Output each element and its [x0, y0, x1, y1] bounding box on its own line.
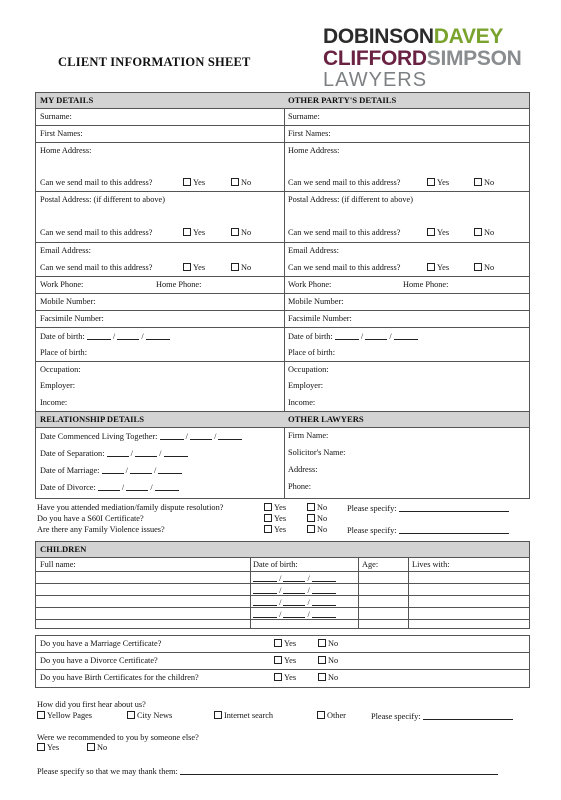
checkbox-icon[interactable]: [264, 514, 272, 522]
no-label: No: [97, 743, 108, 752]
marriage-cert-question: Do you have a Marriage Certificate?: [40, 639, 162, 648]
thank-label: Please specify so that we may thank them:: [37, 767, 178, 776]
my-details-heading: MY DETAILS: [40, 95, 94, 105]
email-label[interactable]: Email Address:: [40, 246, 91, 255]
checkbox-icon[interactable]: [318, 656, 326, 664]
divorce-cert-question: Do you have a Divorce Certificate?: [40, 656, 158, 665]
details-grid: MY DETAILS OTHER PARTY'S DETAILS Surname: Surname: First Names: First Names: Home Address: Home Address: Can we send mail to this address? Yes No Can we send mail to this address? Yes No Postal Address: (if different to above) Postal Address: (if different to above) Can we send mail to this address? Yes No Can we send mail to this address? Yes No Email Address: Email Address: Can we send mail to this address? Yes No Can we send mail to this address? Yes No Work Phone: Home Phone: Work Phone: Home Phone: Mobile Number: Mobile Number: Facsimile Number: Facsimile Number: Date of birth: / / Date of birth: / / Place of birth: Place of birth: Occupation: Occupation: Employer: Employer: Income: Income:: [35, 92, 530, 414]
checkbox-icon[interactable]: [127, 711, 135, 719]
checkbox-icon[interactable]: [317, 711, 325, 719]
other-dob-label: Date of birth:: [288, 332, 333, 341]
no-label: No: [328, 673, 339, 682]
yes-label: Yes: [437, 263, 450, 272]
checkbox-icon[interactable]: [183, 228, 191, 236]
referral-block: [37, 700, 527, 785]
first-names-label[interactable]: First Names:: [40, 129, 83, 138]
table-row[interactable]: / /: [36, 572, 529, 584]
other-first-names-label[interactable]: First Names:: [288, 129, 331, 138]
yes-label: Yes: [284, 656, 297, 665]
mail-question: Can we send mail to this address?: [288, 263, 401, 272]
other-postal-address-label[interactable]: Postal Address: (if different to above): [288, 195, 413, 204]
table-row[interactable]: / /: [36, 584, 529, 596]
checkbox-icon[interactable]: [474, 228, 482, 236]
no-label: No: [317, 514, 328, 523]
no-label: No: [241, 263, 252, 272]
checkbox-icon[interactable]: [427, 178, 435, 186]
specify-field[interactable]: [399, 503, 509, 512]
s60i-question: Do you have a S60I Certificate?: [37, 514, 144, 523]
questions-block: [37, 503, 527, 537]
other-employer-label[interactable]: Employer:: [288, 381, 324, 390]
home-address-label[interactable]: Home Address:: [40, 146, 92, 155]
other-lawyers-heading: OTHER LAWYERS: [288, 414, 364, 424]
surname-label[interactable]: Surname:: [40, 112, 72, 121]
checkbox-icon[interactable]: [264, 503, 272, 511]
marriage-label: Date of Marriage:: [40, 466, 100, 475]
occupation-label[interactable]: Occupation:: [40, 365, 81, 374]
no-label: No: [484, 178, 495, 187]
other-home-address-label[interactable]: Home Address:: [288, 146, 340, 155]
checkbox-icon[interactable]: [427, 228, 435, 236]
income-label[interactable]: Income:: [40, 398, 68, 407]
no-label: No: [328, 656, 339, 665]
checkbox-icon[interactable]: [231, 263, 239, 271]
checkbox-icon[interactable]: [37, 743, 45, 751]
mail-question: Can we send mail to this address?: [288, 178, 401, 187]
logo-word-simpson: SIMPSON: [426, 47, 522, 70]
hear-question: How did you first hear about us?: [37, 700, 146, 709]
specify-field[interactable]: [423, 711, 513, 720]
please-specify-label: Please specify:: [371, 712, 421, 721]
yes-label: Yes: [284, 673, 297, 682]
relationship-heading: RELATIONSHIP DETAILS: [40, 414, 145, 424]
please-specify-label: Please specify:: [347, 526, 397, 535]
details-header-row: [36, 93, 529, 109]
yes-label: Yes: [193, 228, 206, 237]
checkbox-icon[interactable]: [274, 673, 282, 681]
birth-cert-question: Do you have Birth Certificates for the children?: [40, 673, 199, 682]
checkbox-icon[interactable]: [318, 639, 326, 647]
lawyer-address-label[interactable]: Address:: [288, 465, 318, 474]
other-work-phone-label[interactable]: Work Phone:: [288, 280, 332, 289]
logo-word-dobinson: DOBINSON: [323, 25, 434, 48]
checkbox-icon[interactable]: [264, 525, 272, 533]
option-city-news: City News: [137, 711, 173, 720]
commenced-label: Date Commenced Living Together:: [40, 432, 158, 441]
other-email-label[interactable]: Email Address:: [288, 246, 339, 255]
mediation-question: Have you attended mediation/family dispute resolution?: [37, 503, 224, 512]
no-label: No: [317, 525, 328, 534]
home-phone-label[interactable]: Home Phone:: [156, 280, 202, 289]
no-label: No: [241, 178, 252, 187]
page-title: CLIENT INFORMATION SHEET: [58, 55, 251, 69]
yes-label: Yes: [274, 525, 287, 534]
mobile-label[interactable]: Mobile Number:: [40, 297, 96, 306]
mail-question: Can we send mail to this address?: [40, 178, 153, 187]
other-occupation-label[interactable]: Occupation:: [288, 365, 329, 374]
specify-field[interactable]: [399, 525, 509, 534]
please-specify-label: Please specify:: [347, 504, 397, 513]
divorce-label: Date of Divorce:: [40, 483, 96, 492]
solicitor-name-label[interactable]: Solicitor's Name:: [288, 448, 346, 457]
work-phone-label[interactable]: Work Phone:: [40, 280, 84, 289]
checkbox-icon[interactable]: [307, 525, 315, 533]
checkbox-icon[interactable]: [474, 263, 482, 271]
mail-question: Can we send mail to this address?: [288, 228, 401, 237]
logo-word-davey: DAVEY: [433, 25, 504, 48]
no-label: No: [241, 228, 252, 237]
thank-field[interactable]: [180, 766, 498, 775]
col-age: Age:: [362, 560, 379, 569]
no-label: No: [317, 503, 328, 512]
yes-label: Yes: [193, 178, 206, 187]
violence-question: Are there any Family Violence issues?: [37, 525, 165, 534]
checkbox-icon[interactable]: [307, 514, 315, 522]
postal-address-label[interactable]: Postal Address: (if different to above): [40, 195, 165, 204]
checkbox-icon[interactable]: [183, 178, 191, 186]
pob-label[interactable]: Place of birth:: [40, 348, 88, 357]
dob-label: Date of birth:: [40, 332, 85, 341]
checkbox-icon[interactable]: [37, 711, 45, 719]
other-income-label[interactable]: Income:: [288, 398, 316, 407]
checkbox-icon[interactable]: [474, 178, 482, 186]
no-label: No: [484, 263, 495, 272]
children-table: [35, 541, 530, 629]
col-lives-with: Lives with:: [412, 560, 450, 569]
certificates-table: [35, 635, 530, 688]
yes-label: Yes: [437, 178, 450, 187]
checkbox-icon[interactable]: [307, 503, 315, 511]
option-internet-search: Internet search: [224, 711, 274, 720]
table-row[interactable]: / /: [36, 608, 529, 620]
other-party-heading: OTHER PARTY'S DETAILS: [288, 95, 397, 105]
option-yellow-pages: Yellow Pages: [47, 711, 93, 720]
no-label: No: [484, 228, 495, 237]
checkbox-icon[interactable]: [231, 178, 239, 186]
checkbox-icon[interactable]: [214, 711, 222, 719]
yes-label: Yes: [274, 503, 287, 512]
checkbox-icon[interactable]: [274, 656, 282, 664]
other-mobile-label[interactable]: Mobile Number:: [288, 297, 344, 306]
table-row[interactable]: / /: [36, 596, 529, 608]
yes-label: Yes: [274, 514, 287, 523]
yes-label: Yes: [284, 639, 297, 648]
yes-label: Yes: [193, 263, 206, 272]
other-home-phone-label[interactable]: Home Phone:: [403, 280, 449, 289]
checkbox-icon[interactable]: [318, 673, 326, 681]
children-heading: CHILDREN: [40, 544, 87, 554]
lawyer-phone-label[interactable]: Phone:: [288, 482, 312, 491]
other-pob-label[interactable]: Place of birth:: [288, 348, 336, 357]
checkbox-icon[interactable]: [274, 639, 282, 647]
checkbox-icon[interactable]: [183, 263, 191, 271]
checkbox-icon[interactable]: [231, 228, 239, 236]
firm-name-label[interactable]: Firm Name:: [288, 431, 329, 440]
yes-label: Yes: [437, 228, 450, 237]
fax-label[interactable]: Facsimile Number:: [40, 314, 104, 323]
mail-question: Can we send mail to this address?: [40, 263, 153, 272]
other-fax-label[interactable]: Facsimile Number:: [288, 314, 352, 323]
other-surname-label[interactable]: Surname:: [288, 112, 320, 121]
separation-label: Date of Separation:: [40, 449, 105, 458]
checkbox-icon[interactable]: [427, 263, 435, 271]
relationship-grid: RELATIONSHIP DETAILS OTHER LAWYERS Date Commenced Living Together: / / Date of Separation: / / Date of Marriage: / / Date of Divorce: / / Firm Name: Solicitor's Name: Address: Phone:: [35, 411, 530, 499]
no-label: No: [328, 639, 339, 648]
yes-label: Yes: [47, 743, 60, 752]
logo-word-clifford: CLIFFORD: [323, 47, 427, 70]
col-dob: Date of birth:: [253, 560, 298, 569]
option-other: Other: [327, 711, 346, 720]
col-full-name: Full name:: [40, 560, 76, 569]
checkbox-icon[interactable]: [87, 743, 95, 751]
logo-word-lawyers: LAWYERS: [323, 69, 428, 91]
recommended-question: Were we recommended to you by someone else?: [37, 733, 199, 742]
company-logo: [323, 26, 533, 92]
mail-question: Can we send mail to this address?: [40, 228, 153, 237]
employer-label[interactable]: Employer:: [40, 381, 76, 390]
